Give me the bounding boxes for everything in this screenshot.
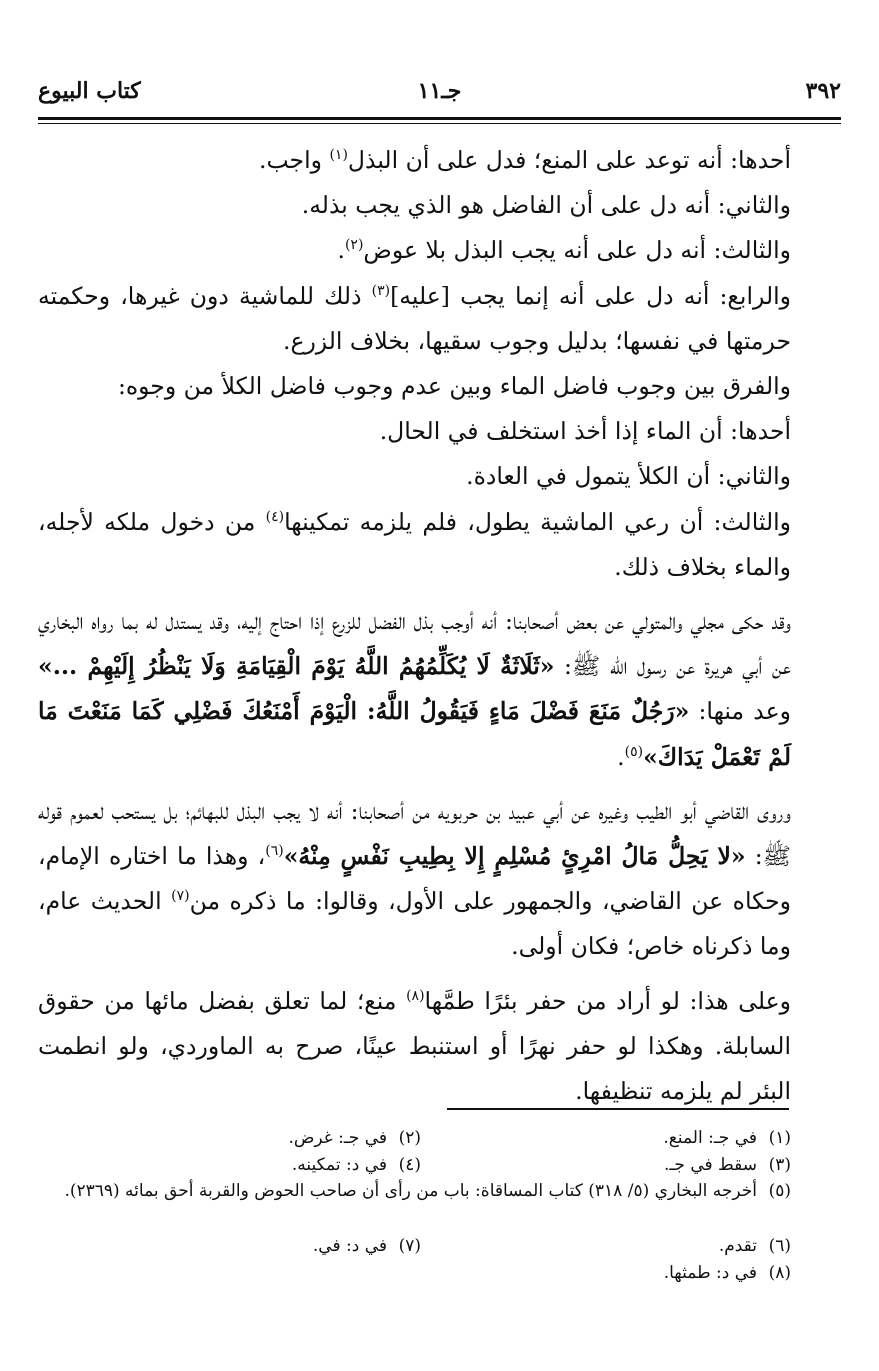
paragraph-7: والثاني: أن الكلأ يتمول في العادة. xyxy=(466,462,791,491)
main-text xyxy=(38,138,791,1114)
header-rule-thin xyxy=(38,123,841,124)
footnote-marker: (٧) xyxy=(171,888,190,905)
footnote-7: (٧)في د: في. xyxy=(312,1236,421,1256)
paragraph-8: والثالث: أن رعي الماشية يطول، فلم يلزمه تمكينها$^{(٤)}$ من دخول ملكه لأجله، والماء بخلاف ذلك. xyxy=(38,507,791,581)
footnote-1: (١)في جـ: المنع. xyxy=(663,1128,791,1148)
volume-label: جـ١١ xyxy=(417,78,462,104)
hadith-quote: «ثَلَاثَةٌ لَا يُكَلِّمُهُمُ اللَّهُ يَوْمَ الْقِيَامَةِ وَلَا يَنْظُرُ إِلَيْهِمْ ...» xyxy=(38,652,555,681)
paragraph-5: والفرق بين وجوب فاضل الماء وبين عدم وجوب فاضل الكلأ من وجوه: xyxy=(117,372,791,401)
book-title: كتاب البيوع xyxy=(38,78,141,104)
footnote-3: (٣)سقط في جـ. xyxy=(664,1154,791,1175)
paragraph-6: أحدها: أن الماء إذا أخذ استخلف في الحال. xyxy=(379,417,791,446)
footnote-marker: (٢) xyxy=(344,237,364,254)
footnote-8: (٨)في د: طمثها. xyxy=(663,1262,791,1283)
paragraph-9: وقد حكى مجلي والمتولي عن بعض أصحابنا: أنه أوجب بذل الفضل للزرع إذا احتاج إليه، وقد يستدل له بما رواه البخاري عن أبي هريرة عن رسول الله ﷺ: «ثَلَاثَةٌ لَا يُكَلِّمُهُمُ اللَّهُ يَوْمَ الْقِيَامَةِ وَلَا يَنْظُرُ إِلَيْهِمْ ...» وعد منها: «رَجُلٌ مَنَعَ فَضْلَ مَاءٍ فَيَقُولُ اللَّهُ: الْيَوْمَ أَمْنَعُكَ فَضْلِي كَمَا مَنَعْتَ مَا لَمْ تَعْمَلْ يَدَاكَ»$^{(٥)}$. xyxy=(38,607,791,771)
page-number: ٣٩٢ xyxy=(805,78,841,104)
footnote-marker: (١) xyxy=(329,147,348,164)
footnote-marker: (٣) xyxy=(371,282,391,299)
footnotes xyxy=(38,1125,791,1286)
paragraph-4: والرابع: أنه دل على أنه إنما يجب [عليه]$^{(٣)}$ ذلك للماشية دون غيرها، وحكمته حرمتها في نفسها؛ بدليل وجوب سقيها، بخلاف الزرع. xyxy=(38,281,791,355)
footnote-marker: (٦) xyxy=(265,843,284,860)
paragraph-3: والثالث: أنه دل على أنه يجب البذل بلا عوض$^{(٢)}$. xyxy=(337,236,791,265)
paragraph-10: وروى القاضي أبو الطيب وغيره عن أبي عبيد بن حربويه من أصحابنا: أنه لا يجب البذل للبهائم؛ بل يستحب لعموم قوله ﷺ: «لا يَحِلُّ مَالُ امْرِئٍ مُسْلِمٍ إِلا بِطِيبِ نَفْسٍ مِنْهُ»$^{(٦)}$، وهذا ما اختاره الإمام، وحكاه عن القاضي، والجمهور على الأول، وقالوا: ما ذكره من$^{(٧)}$ الحديث عام، وما ذكرناه خاص؛ فكان أولى. xyxy=(38,796,791,961)
hadith-quote: «رَجُلٌ مَنَعَ فَضْلَ مَاءٍ فَيَقُولُ اللَّهُ: الْيَوْمَ أَمْنَعُكَ فَضْلِي كَمَا مَنَعْتَ مَا لَمْ تَعْمَلْ يَدَاكَ» xyxy=(38,697,791,771)
footnote-6: (٦)تقدم. xyxy=(718,1236,791,1256)
page-header xyxy=(38,78,841,114)
footnote-marker: (٤) xyxy=(265,508,285,525)
paragraph-2: والثاني: أنه دل على أن الفاضل هو الذي يجب بذله. xyxy=(301,191,791,220)
footnote-5: (٥)أخرجه البخاري (٥/ ٣١٨) كتاب المساقاة: باب من رأى أن صاحب الحوض والقربة أحق بمائه (٢٣٦٩). xyxy=(64,1181,791,1201)
hadith-quote: «لا يَحِلُّ مَالُ امْرِئٍ مُسْلِمٍ إِلا بِطِيبِ نَفْسٍ مِنْهُ» xyxy=(283,842,746,871)
footnote-4: (٤)في د: تمكينه. xyxy=(291,1154,421,1175)
footnote-separator xyxy=(447,1108,789,1110)
footnote-2: (٢)في جـ: غرض. xyxy=(288,1128,421,1148)
header-rule-thick xyxy=(38,117,841,120)
paragraph-1: أحدها: أنه توعد على المنع؛ فدل على أن البذل$^{(١)}$ واجب. xyxy=(259,146,791,174)
paragraph-11: وعلى هذا: لو أراد من حفر بئرًا طمَّها$^{(٨)}$ منع؛ لما تعلق بفضل مائها من حقوق السابلة. وهكذا لو حفر نهرًا أو استنبط عينًا، صرح به الماوردي، ولو انطمت البئر لم يلزمه تنظيفها. xyxy=(38,986,791,1106)
footnote-marker: (٥) xyxy=(624,743,644,760)
footnote-marker: (٨) xyxy=(406,987,425,1004)
